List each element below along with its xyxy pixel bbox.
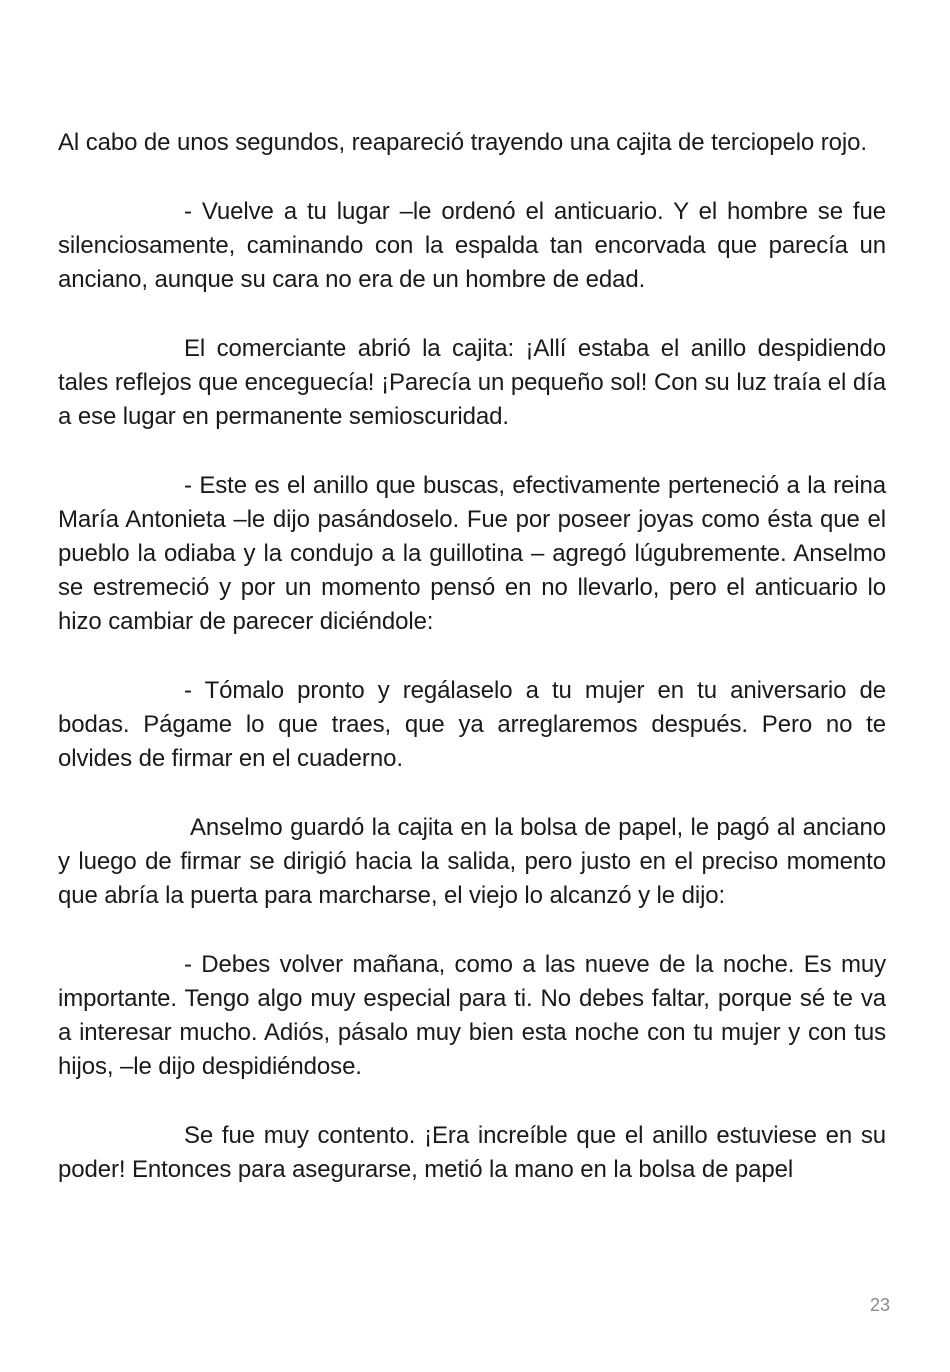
page-body — [58, 126, 886, 1222]
paragraph-1: Al cabo de unos segundos, reapareció trayendo una cajita de terciopelo rojo. — [58, 129, 867, 156]
paragraph-5: - Tómalo pronto y regálaselo a tu mujer en tu aniversario de bodas. Págame lo que traes, que ya arreglaremos después. Pero no te olvides de firmar en el cuaderno. — [58, 677, 886, 772]
paragraph-2: - Vuelve a tu lugar –le ordenó el anticuario. Y el hombre se fue silenciosamente, caminando con la espalda tan encorvada que parecía un anciano, aunque su cara no era de un hombre de edad. — [58, 198, 886, 293]
paragraph-6: Anselmo guardó la cajita en la bolsa de papel, le pagó al anciano y luego de firmar se dirigió hacia la salida, pero justo en el preciso momento que abría la puerta para marcharse, el viejo lo alcanzó y le dijo: — [58, 814, 886, 909]
paragraph-4: - Este es el anillo que buscas, efectivamente perteneció a la reina María Antonieta –le dijo pasándoselo. Fue por poseer joyas como ésta que el pueblo la odiaba y la condujo a la guillotina – agregó lúgubremente. Anselmo se estremeció y por un momento pensó en no llevarlo, pero el anticuario lo hizo cambiar de parecer diciéndole: — [58, 472, 886, 635]
paragraph-8: Se fue muy contento. ¡Era increíble que el anillo estuviese en su poder! Entonces para asegurarse, metió la mano en la bolsa de papel — [58, 1122, 886, 1183]
paragraph-7: - Debes volver mañana, como a las nueve de la noche. Es muy importante. Tengo algo muy especial para ti. No debes faltar, porque sé te va a interesar mucho. Adiós, pásalo muy bien esta noche con tu mujer y con tus hijos, –le dijo despidiéndose. — [58, 951, 886, 1080]
page-number: 23 — [869, 1295, 890, 1315]
paragraph-3: El comerciante abrió la cajita: ¡Allí estaba el anillo despidiendo tales reflejos que enceguecía! ¡Parecía un pequeño sol! Con su luz traía el día a ese lugar en permanente semioscuridad. — [58, 335, 886, 430]
